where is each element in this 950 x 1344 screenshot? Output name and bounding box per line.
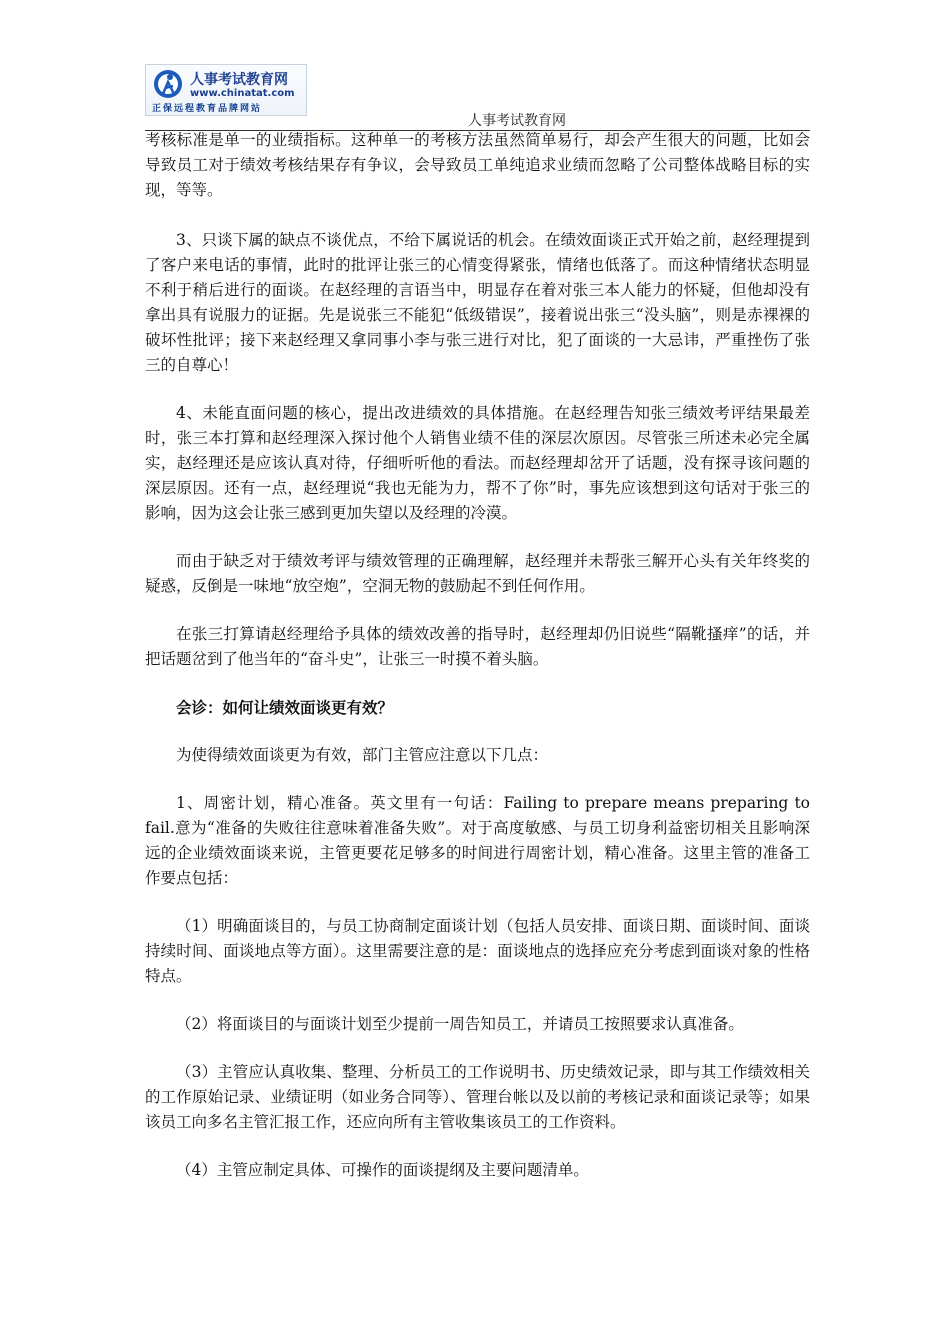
site-logo[interactable]	[145, 64, 307, 116]
paragraph: （2）将面谈目的与面谈计划至少提前一周告知员工，并请员工按照要求认真准备。	[176, 1015, 744, 1033]
paragraph: 为使得绩效面谈更为有效，部门主管应注意以下几点：	[176, 746, 549, 764]
logo-title: 人事考试教育网	[190, 72, 288, 88]
page-header-title: 人事考试教育网	[468, 113, 566, 129]
logo-url: www.chinatat.com	[190, 88, 295, 99]
paragraph: 1、周密计划，精心准备。英文里有一句话：Failing to prepare means preparing to fail.意为“准备的失败往往意味着准备失败”。对于高度敏感、与员工切身利益密切相关且影响深远的企业绩效面谈来说，主管更要花足够多的时间进行周密计划，精心准备。这里主管的准备工作要点包括：	[145, 794, 810, 887]
section-heading: 会诊：如何让绩效面谈更有效？	[176, 698, 394, 717]
paragraph: 4、未能直面问题的核心，提出改进绩效的具体措施。在赵经理告知张三绩效考评结果最差时，张三本打算和赵经理深入探讨他个人销售业绩不佳的深层次原因。尽管张三所述未必完全属实，赵经理还是应该认真对待，仔细听听他的看法。而赵经理却岔开了话题，没有探寻该问题的深层原因。还有一点，赵经理说“我也无能为力，帮不了你”时，事先应该想到这句话对于张三的影响，因为这会让张三感到更加失望以及经理的冷漠。	[145, 404, 810, 522]
document-body	[145, 128, 810, 1206]
logo-slogan: 正保远程教育品牌网站	[152, 104, 263, 114]
paragraph: 在张三打算请赵经理给予具体的绩效改善的指导时，赵经理却仍旧说些“隔靴搔痒”的话，并把话题岔到了他当年的“奋斗史”，让张三一时摸不着头脑。	[145, 625, 810, 668]
paragraph: 而由于缺乏对于绩效考评与绩效管理的正确理解，赵经理并未帮张三解开心头有关年终奖的疑惑，反倒是一味地“放空炮”，空洞无物的鼓励起不到任何作用。	[145, 552, 810, 595]
paragraph: 考核标准是单一的业绩指标。这种单一的考核方法虽然简单易行，却会产生很大的问题，比如会导致员工对于绩效考核结果存有争议，会导致员工单纯追求业绩而忽略了公司整体战略目标的实现，等等。	[145, 131, 810, 199]
person-logo-icon	[150, 69, 186, 99]
paragraph: 3、只谈下属的缺点不谈优点，不给下属说话的机会。在绩效面谈正式开始之前，赵经理提到了客户来电话的事情，此时的批评让张三的心情变得紧张，情绪也低落了。而这种情绪状态明显不利于稍后进行的面谈。在赵经理的言语当中，明显存在着对张三本人能力的怀疑，但他却没有拿出具有说服力的证据。先是说张三不能犯“低级错误”，接着说出张三“没头脑”，则是赤裸裸的破坏性批评；接下来赵经理又拿同事小李与张三进行对比，犯了面谈的一大忌讳，严重挫伤了张三的自尊心！	[145, 231, 810, 374]
paragraph: （1）明确面谈目的，与员工协商制定面谈计划（包括人员安排、面谈日期、面谈时间、面谈持续时间、面谈地点等方面）。这里需要注意的是：面谈地点的选择应充分考虑到面谈对象的性格特点。	[145, 917, 810, 985]
paragraph: （4）主管应制定具体、可操作的面谈提纲及主要问题清单。	[176, 1161, 589, 1179]
paragraph: （3）主管应认真收集、整理、分析员工的工作说明书、历史绩效记录，即与其工作绩效相关的工作原始记录、业绩证明（如业务合同等）、管理台帐以及以前的考核记录和面谈记录等；如果该员工向多名主管汇报工作，还应向所有主管收集该员工的工作资料。	[145, 1063, 810, 1131]
